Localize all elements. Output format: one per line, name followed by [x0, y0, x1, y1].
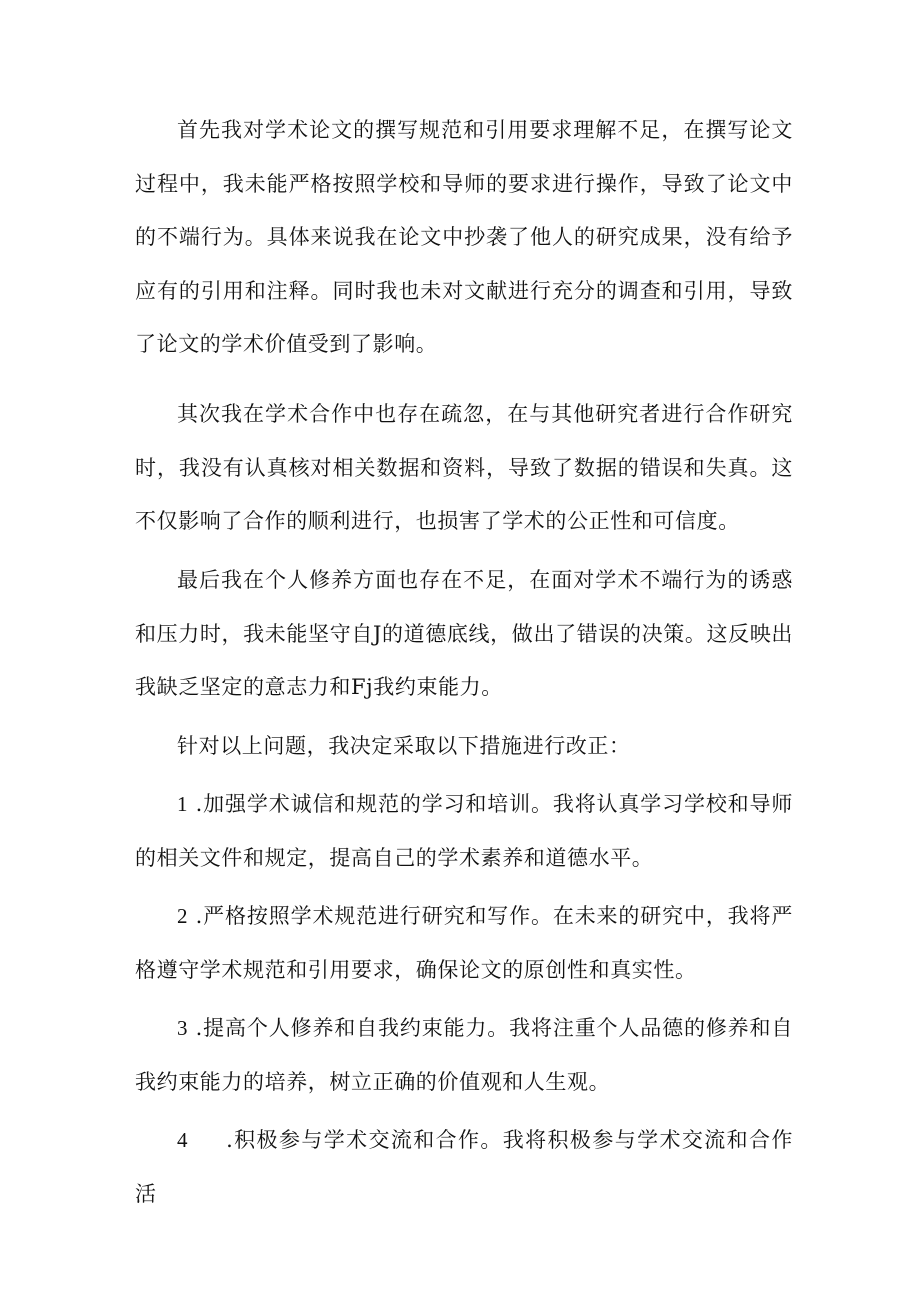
list-item — [135, 1114, 793, 1221]
list-item-text: .积极参与学术交流和合作。我将积极参与学术交流和合作活 — [135, 1128, 793, 1206]
list-item-text: .严格按照学术规范进行研究和写作。在未来的研究中，我将严格遵守学术规范和引用要求，确保论文的原创性和真实性。 — [135, 904, 793, 982]
paragraph-personal-conduct: 最后我在个人修养方面也存在不足，在面对学术不端行为的诱惑和压力时，我未能坚守自J的道德底线，做出了错误的决策。这反映出我缺乏坚定的意志力和Fj我约束能力。 — [135, 568, 793, 699]
list-item-text: .提高个人修养和自我约束能力。我将注重个人品德的修养和自我约束能力的培养，树立正确的价值观和人生观。 — [135, 1016, 793, 1094]
paragraph-academic-writing: 首先我对学术论文的撰写规范和引用要求理解不足，在撰写论文过程中，我未能严格按照学校和导师的要求进行操作，导致了论文中的不端行为。具体来说我在论文中抄袭了他人的研究成果，没有给予应有的引用和注释。同时我也未对文献进行充分的调查和引用，导致了论文的学术价值受到了影响。 — [135, 118, 793, 356]
list-item — [135, 778, 793, 885]
list-item — [135, 890, 793, 997]
list-item — [135, 1002, 793, 1109]
list-item-number: 4 — [177, 1128, 189, 1152]
list-item-text: .加强学术诚信和规范的学习和培训。我将认真学习学校和导师的相关文件和规定，提高自己的学术素养和道德水平。 — [135, 792, 793, 870]
paragraph-measures-intro: 针对以上问题，我决定采取以下措施进行改正： — [177, 734, 631, 758]
list-item-number: 2 — [177, 904, 189, 928]
paragraph-collaboration: 其次我在学术合作中也存在疏忽，在与其他研究者进行合作研究时，我没有认真核对相关数据和资料，导致了数据的错误和失真。这不仅影响了合作的顺利进行，也损害了学术的公正性和可信度。 — [135, 402, 793, 533]
list-item-number: 3 — [177, 1016, 189, 1040]
list-item-number: 1 — [177, 792, 189, 816]
